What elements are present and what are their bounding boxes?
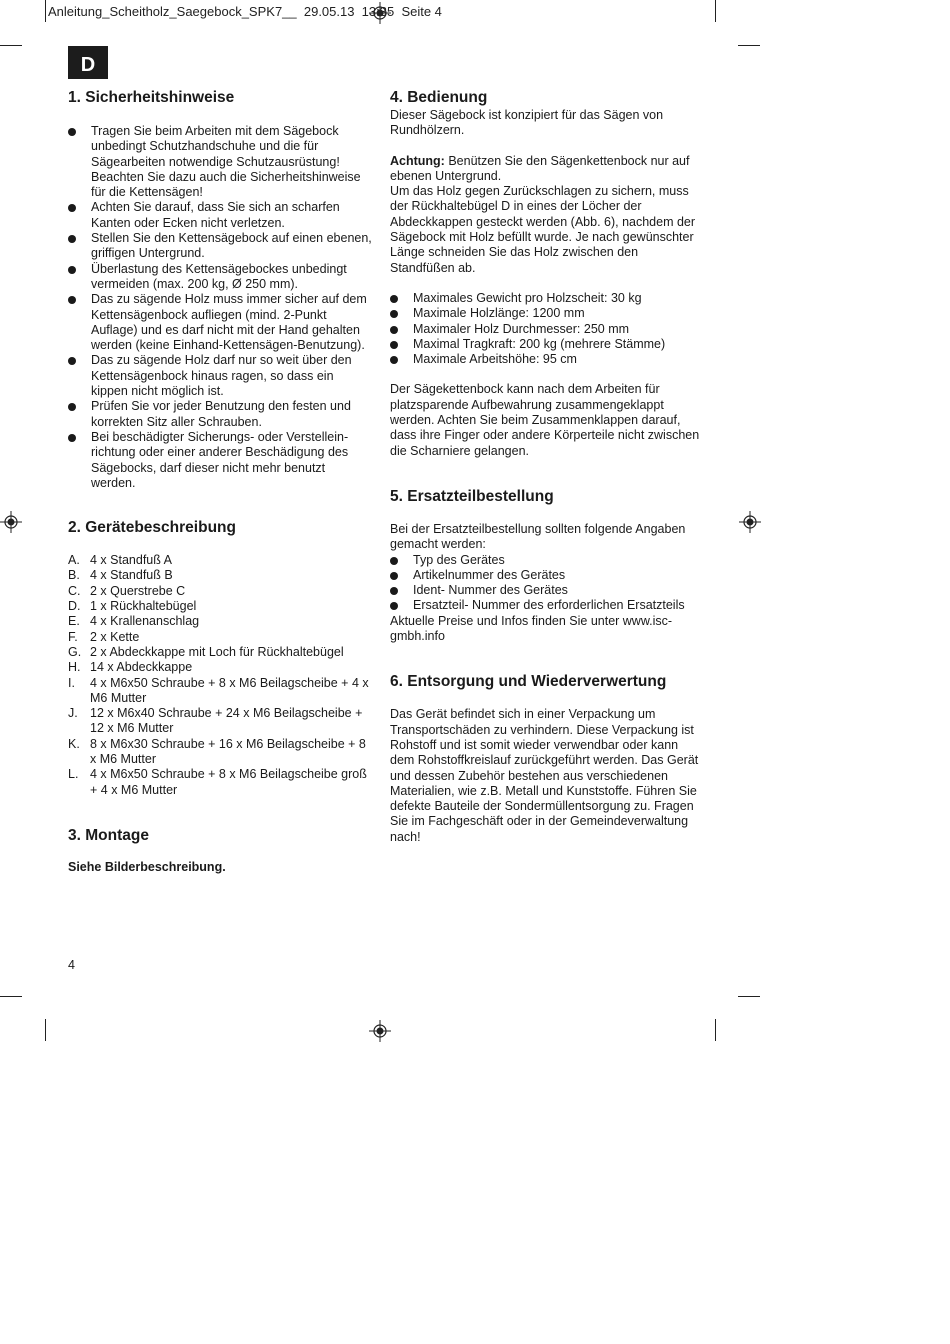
list-item: [390, 337, 700, 352]
item-letter: A.: [68, 553, 80, 568]
spare-parts-intro: Bei der Ersatzteilbestellung sollten folgende Angaben gemacht werden:: [390, 521, 686, 552]
bullet-icon: [390, 572, 398, 580]
list-item-text: Ersatzteil- Nummer des erforderlichen Ersatzteils: [413, 598, 685, 613]
warning-label: Achtung:: [390, 153, 445, 168]
section-4-title: 4. Bedienung: [390, 89, 488, 106]
crop-mark: [45, 1019, 46, 1041]
operation-warning: [390, 154, 700, 185]
list-item: [68, 767, 373, 798]
list-item-text: 2 x Querstrebe C: [90, 583, 186, 598]
list-item: [68, 399, 373, 430]
list-item-text: Maximale Holzlänge: 1200 mm: [413, 306, 585, 321]
bullet-icon: [390, 341, 398, 349]
language-badge: D: [68, 46, 108, 79]
bullet-icon: [390, 295, 398, 303]
safety-list: [68, 124, 373, 491]
disposal-text: Das Gerät befindet sich in einer Verpackung um Transportschäden zu verhindern. Diese Verpackung ist Rohstoff und ist somit wieder verwendbar oder kann dem Rohstoffkreislauf zurückgeführt werden. Das Gerät und dessen Zubehör bestehen aus verschiedenen Materialien, wie z.B. Metall und Kunststoffe. Führen Sie defekte Bauteile der Sondermüllentsorgung zu. Fragen Sie im Fachgeschäft oder in der Gemeindeverwaltung nach!: [390, 707, 699, 844]
list-item-text: 1 x Rückhaltebügel: [90, 599, 197, 614]
list-item: [68, 430, 373, 491]
item-letter: E.: [68, 614, 80, 629]
bullet-icon: [390, 557, 398, 565]
bullet-icon: [390, 326, 398, 334]
bullet-icon: [68, 296, 76, 304]
print-header: Anleitung_Scheitholz_Saegebock_SPK7__ 29.05.13 13:35 Seite 4: [48, 4, 442, 19]
list-item-text: 14 x Abdeckkappe: [90, 660, 193, 675]
item-letter: I.: [68, 675, 75, 690]
list-item-text: 4 x M6x50 Schraube + 8 x M6 Beilagscheibe groß + 4 x M6 Mutter: [90, 767, 367, 797]
list-item-text: 2 x Abdeckkappe mit Loch für Rückhaltebügel: [90, 644, 344, 659]
list-item-text: 8 x M6x30 Schraube + 16 x M6 Beilagscheibe + 8 x M6 Mutter: [90, 736, 366, 766]
bullet-icon: [390, 310, 398, 318]
list-item: [390, 553, 700, 568]
list-item: [68, 599, 373, 614]
bullet-icon: [390, 356, 398, 364]
list-item-text: 4 x Krallenanschlag: [90, 614, 200, 629]
crop-mark: [715, 0, 716, 22]
list-item-text: 4 x Standfuß B: [90, 568, 173, 583]
list-item-text: Bei beschädigter Sicherungs- oder Verstelleinrichtung oder einer anderer Beschädigung des Sägebocks, darf dieser nicht mehr benutzt werden.: [91, 429, 349, 490]
specs-list: [390, 291, 700, 367]
list-item-text: Artikelnummer des Gerätes: [413, 567, 566, 582]
bullet-icon: [390, 602, 398, 610]
bullet-icon: [68, 128, 76, 136]
registration-mark-icon: [739, 511, 761, 533]
operation-paragraph: Um das Holz gegen Zurückschlagen zu sichern, muss der Rückhaltebügel D in eines der Löcher der Abdeckkappen gesteckt werden (Abb. 6), nachdem der Sägebock mit Holz befüllt wurde. Je nach gewünschter Länge schneiden Sie das Holz zwischen den Standfüßen ab.: [390, 184, 696, 275]
registration-mark-icon: [369, 1020, 391, 1042]
registration-mark-icon: [0, 511, 22, 533]
list-item: [68, 200, 373, 231]
crop-mark: [45, 0, 46, 22]
crop-mark: [0, 996, 22, 997]
section-3-title: 3. Montage: [68, 826, 149, 844]
warning-text: Benützen Sie den Sägenkettenbock nur auf ebenen Untergrund.: [390, 153, 690, 183]
parts-list: [68, 553, 373, 798]
crop-mark: [738, 45, 760, 46]
item-letter: L.: [68, 767, 79, 782]
list-item: [68, 353, 373, 399]
list-item: [390, 568, 700, 583]
list-item: [68, 292, 373, 353]
list-item: [68, 676, 373, 707]
list-item: [68, 124, 373, 200]
crop-mark: [738, 996, 760, 997]
section-6-title: 6. Entsorgung und Wiederverwertung: [390, 673, 667, 691]
list-item-text: Tragen Sie beim Arbeiten mit dem Sägebock unbedingt Schutzhandschuhe und die für Sägearbeiten notwendige Schutzausrüstung! Beachten Sie dazu auch die Sicherheitshinweise für die Kettensägen!: [91, 124, 361, 200]
list-item: [390, 291, 700, 306]
list-item-text: Maximaler Holz Durchmesser: 250 mm: [413, 321, 630, 336]
bullet-icon: [68, 204, 76, 212]
right-column: [390, 88, 700, 845]
bullet-icon: [390, 587, 398, 595]
item-letter: F.: [68, 629, 78, 644]
folding-note: Der Sägekettenbock kann nach dem Arbeiten für platzsparende Aufbewahrung zusammengeklappt werden. Achten Sie beim Zusammenklappen darauf, dass ihre Finger oder andere Körperteile nicht zwischen die Scharniere gelangen.: [390, 382, 700, 458]
crop-mark: [0, 45, 22, 46]
list-item: [390, 583, 700, 598]
list-item-text: Typ des Gerätes: [413, 552, 505, 567]
item-letter: J.: [68, 706, 78, 721]
list-item-text: Ident- Nummer des Gerätes: [413, 583, 568, 598]
list-item: [68, 584, 373, 599]
item-letter: C.: [68, 583, 81, 598]
item-letter: G.: [68, 644, 82, 659]
list-item: [68, 645, 373, 660]
list-item: [390, 306, 700, 321]
assembly-note: Siehe Bilderbeschreibung.: [68, 859, 226, 874]
list-item-text: Überlastung des Kettensägebockes unbedingt vermeiden (max. 200 kg, Ø 250 mm).: [91, 261, 347, 291]
list-item: [68, 231, 373, 262]
list-item: [390, 352, 700, 367]
item-letter: B.: [68, 568, 80, 583]
list-item: [68, 630, 373, 645]
list-item-text: Maximal Tragkraft: 200 kg (mehrere Stämme): [413, 336, 666, 351]
list-item: [68, 737, 373, 768]
section-1-title: 1. Sicherheitshinweise: [68, 89, 235, 106]
list-item-text: Achten Sie darauf, dass Sie sich an scharfen Kanten oder Ecken nicht verletzen.: [91, 200, 340, 230]
bullet-icon: [68, 266, 76, 274]
section-2-title: 2. Gerätebeschreibung: [68, 519, 236, 537]
list-item-text: Stellen Sie den Kettensägebock auf einen ebenen, griffigen Untergrund.: [91, 231, 372, 261]
list-item-text: Maximales Gewicht pro Holzscheit: 30 kg: [413, 290, 642, 305]
list-item-text: Maximale Arbeitshöhe: 95 cm: [413, 352, 577, 367]
bullet-icon: [68, 434, 76, 442]
bullet-icon: [68, 403, 76, 411]
list-item: [68, 706, 373, 737]
spare-parts-list: [390, 553, 700, 614]
left-column: [68, 88, 373, 875]
list-item: [68, 553, 373, 568]
page-number: 4: [68, 958, 75, 972]
operation-intro: Dieser Sägebock ist konzipiert für das Sägen von Rundhölzern.: [390, 108, 664, 138]
list-item: [390, 322, 700, 337]
crop-mark: [715, 1019, 716, 1041]
item-letter: H.: [68, 660, 81, 675]
section-5-title: 5. Ersatzteilbestellung: [390, 487, 554, 505]
item-letter: K.: [68, 736, 80, 751]
list-item-text: Prüfen Sie vor jeder Benutzung den festen und korrekten Sitz aller Schrauben.: [91, 399, 351, 429]
list-item: [68, 568, 373, 583]
list-item-text: 2 x Kette: [90, 629, 140, 644]
list-item: [68, 660, 373, 675]
list-item: [68, 614, 373, 629]
item-letter: D.: [68, 599, 81, 614]
spare-parts-outro: Aktuelle Preise und Infos finden Sie unter www.isc-gmbh.info: [390, 613, 673, 644]
list-item-text: 12 x M6x40 Schraube + 24 x M6 Beilagscheibe + 12 x M6 Mutter: [90, 706, 363, 736]
list-item-text: 4 x Standfuß A: [90, 553, 172, 568]
bullet-icon: [68, 235, 76, 243]
list-item: [390, 598, 700, 613]
list-item-text: 4 x M6x50 Schraube + 8 x M6 Beilagscheibe + 4 x M6 Mutter: [90, 675, 369, 705]
list-item-text: Das zu sägende Holz muss immer sicher auf dem Kettensägenbock aufliegen (mind. 2-Punkt Auflage) und es darf nicht mit der Hand gehalten werden (keine Einhand-Kettensägen-Benutzung).: [91, 292, 367, 353]
bullet-icon: [68, 357, 76, 365]
list-item: [68, 262, 373, 293]
list-item-text: Das zu sägende Holz darf nur so weit über den Kettensägenbock hinaus ragen, so dass ein kippen nicht möglich ist.: [91, 353, 352, 399]
